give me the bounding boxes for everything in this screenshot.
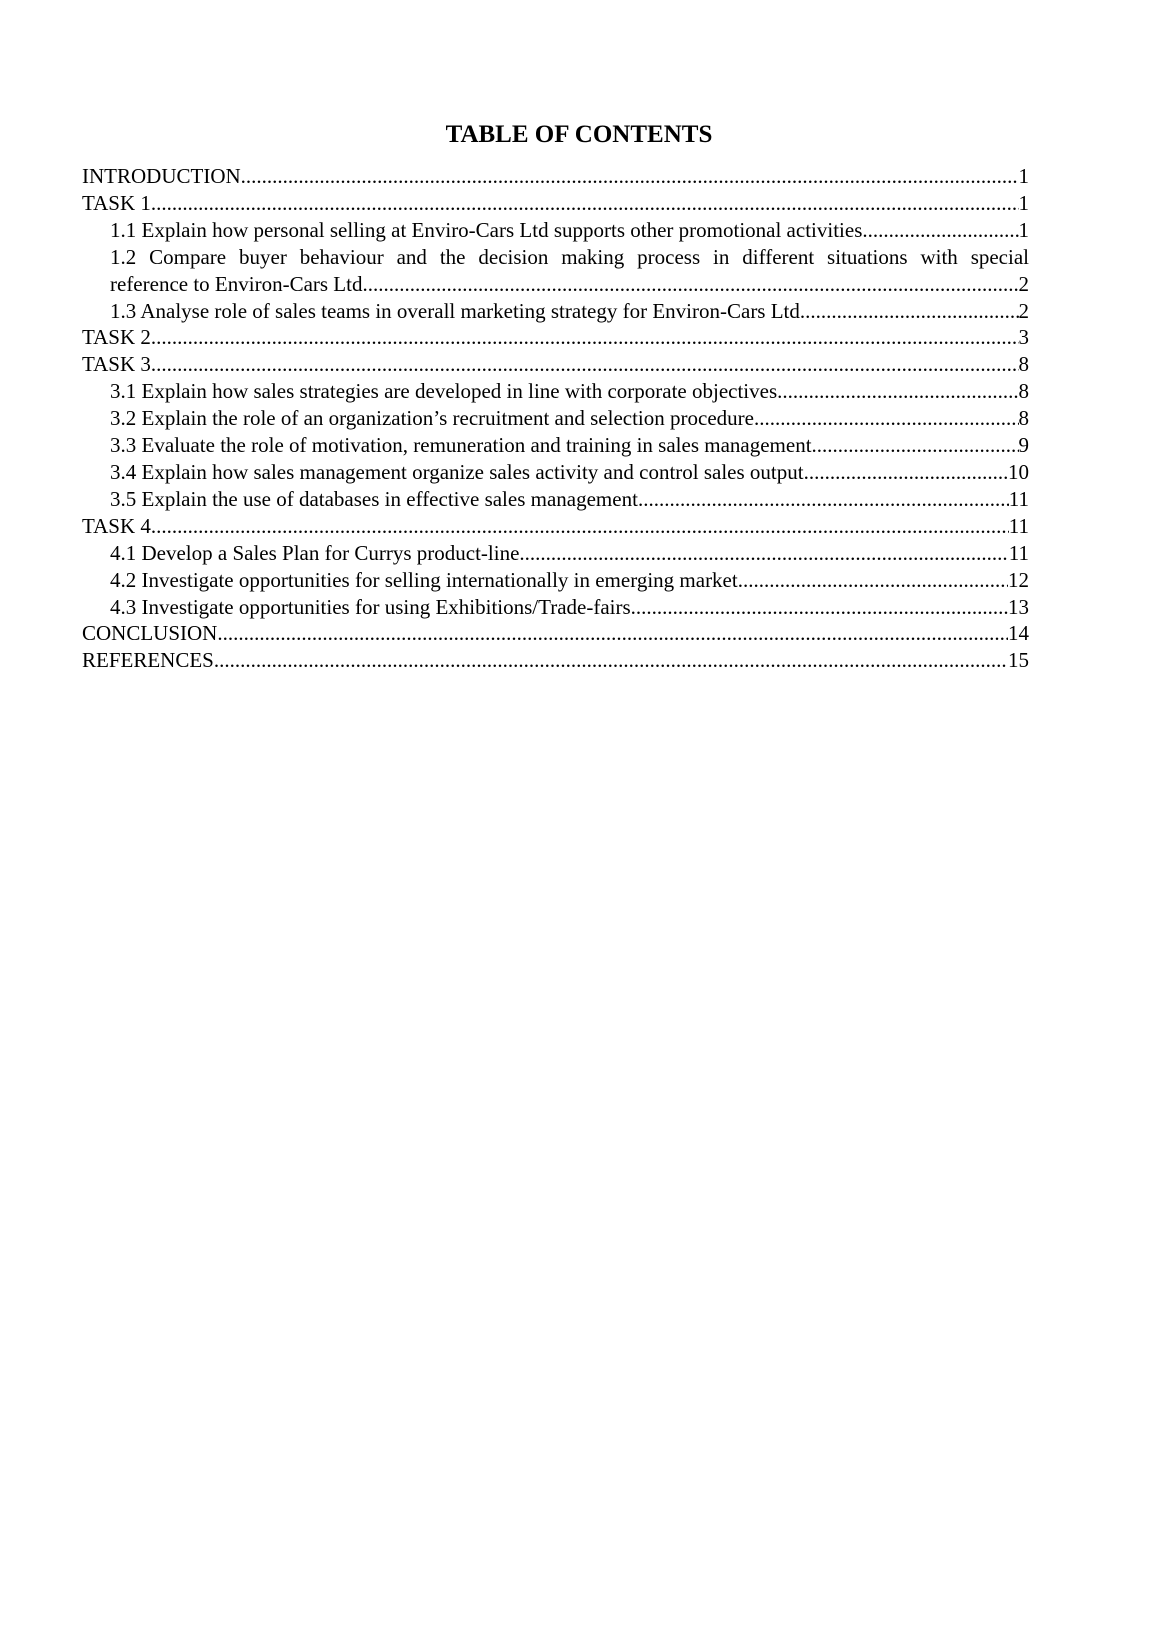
toc-page-number: 3 <box>1018 325 1029 350</box>
dot-leader <box>151 513 1009 540</box>
toc-entry-text: 4.1 Develop a Sales Plan for Currys product-line <box>110 540 520 565</box>
toc-page-number: 8 <box>1018 352 1029 377</box>
dot-leader <box>754 405 1019 432</box>
toc-entry-3-3[interactable] <box>82 432 1029 459</box>
toc-entry-text: 3.3 Evaluate the role of motivation, remuneration and training in sales management <box>110 433 812 458</box>
table-of-contents <box>82 163 1029 674</box>
toc-entry-1-3[interactable] <box>82 298 1029 325</box>
toc-entry-1-1[interactable] <box>82 217 1029 244</box>
toc-entry-task-2[interactable] <box>82 324 1029 351</box>
toc-page-number: 1 <box>1018 164 1029 188</box>
toc-entry-text: INTRODUCTION <box>82 164 241 188</box>
dot-leader <box>151 324 1019 351</box>
toc-entry-4-3[interactable] <box>82 594 1029 621</box>
toc-page-number: 15 <box>1008 648 1029 673</box>
dot-leader <box>241 163 1019 190</box>
toc-page-number: 9 <box>1018 433 1029 458</box>
toc-entry-3-1[interactable] <box>82 378 1029 405</box>
toc-entry-line-2 <box>110 271 1029 298</box>
toc-page-number: 2 <box>1018 298 1029 323</box>
toc-entry-text-line-2: reference to Environ-Cars Ltd <box>110 271 363 296</box>
dot-leader <box>777 378 1018 405</box>
toc-page-number: 10 <box>1008 459 1029 484</box>
toc-page-number: 8 <box>1018 379 1029 404</box>
toc-page-number: 1 <box>1018 217 1029 242</box>
toc-entry-task-1[interactable] <box>82 190 1029 217</box>
dot-leader <box>214 647 1008 674</box>
toc-page-number: 2 <box>1018 271 1029 296</box>
toc-page-number: 11 <box>1008 513 1029 538</box>
toc-entry-task-3[interactable] <box>82 351 1029 378</box>
toc-entry-introduction[interactable] <box>82 163 1029 190</box>
dot-leader <box>519 540 1008 567</box>
dot-leader <box>800 298 1019 325</box>
toc-page-number: 11 <box>1008 540 1029 565</box>
toc-entry-text: 3.2 Explain the role of an organization’s recruitment and selection procedure <box>110 406 754 431</box>
toc-entry-text: TASK 3 <box>82 352 151 377</box>
toc-entry-text: 3.5 Explain the use of databases in effective sales management <box>110 486 638 511</box>
dot-leader <box>738 567 1008 594</box>
dot-leader <box>804 459 1008 486</box>
toc-entry-text: 4.3 Investigate opportunities for using Exhibitions/Trade-fairs <box>110 594 631 619</box>
dot-leader <box>151 190 1019 217</box>
toc-entry-text: 3.1 Explain how sales strategies are developed in line with corporate objectives <box>110 379 778 404</box>
toc-entry-text: TASK 1 <box>82 190 151 215</box>
dot-leader <box>638 486 1009 513</box>
toc-entry-3-2[interactable] <box>82 405 1029 432</box>
toc-entry-text: TASK 2 <box>82 325 151 350</box>
toc-page-number: 11 <box>1008 486 1029 511</box>
toc-entry-1-2[interactable] <box>82 244 1029 298</box>
dot-leader <box>151 351 1019 378</box>
toc-entry-text: CONCLUSION <box>82 621 218 646</box>
toc-entry-text: 4.2 Investigate opportunities for selling internationally in emerging market <box>110 567 738 592</box>
toc-page-number: 14 <box>1008 621 1029 646</box>
dot-leader <box>362 271 1018 298</box>
toc-entry-text: REFERENCES <box>82 648 214 673</box>
dot-leader <box>631 594 1008 621</box>
toc-entry-3-5[interactable] <box>82 486 1029 513</box>
toc-page-number: 1 <box>1018 190 1029 215</box>
toc-entry-text-line-1: 1.2 Compare buyer behaviour and the decision making process in different situations with special <box>110 244 1029 269</box>
toc-page-number: 8 <box>1018 406 1029 431</box>
toc-entry-4-2[interactable] <box>82 567 1029 594</box>
toc-entry-3-4[interactable] <box>82 459 1029 486</box>
toc-entry-text: TASK 4 <box>82 513 151 538</box>
toc-page-number: 12 <box>1008 567 1029 592</box>
toc-entry-text: 3.4 Explain how sales management organize sales activity and control sales output <box>110 459 804 484</box>
toc-entry-text: 1.3 Analyse role of sales teams in overall marketing strategy for Environ-Cars Ltd <box>110 298 800 323</box>
toc-page-number: 13 <box>1008 594 1029 619</box>
dot-leader <box>217 620 1008 647</box>
toc-entry-references[interactable] <box>82 647 1029 674</box>
toc-entry-task-4[interactable] <box>82 513 1029 540</box>
dot-leader <box>862 217 1018 244</box>
toc-entry-text: 1.1 Explain how personal selling at Enviro-Cars Ltd supports other promotional activities <box>110 217 863 242</box>
toc-heading: TABLE OF CONTENTS <box>445 121 713 148</box>
toc-entry-4-1[interactable] <box>82 540 1029 567</box>
toc-entry-conclusion[interactable] <box>82 620 1029 647</box>
dot-leader <box>812 432 1019 459</box>
